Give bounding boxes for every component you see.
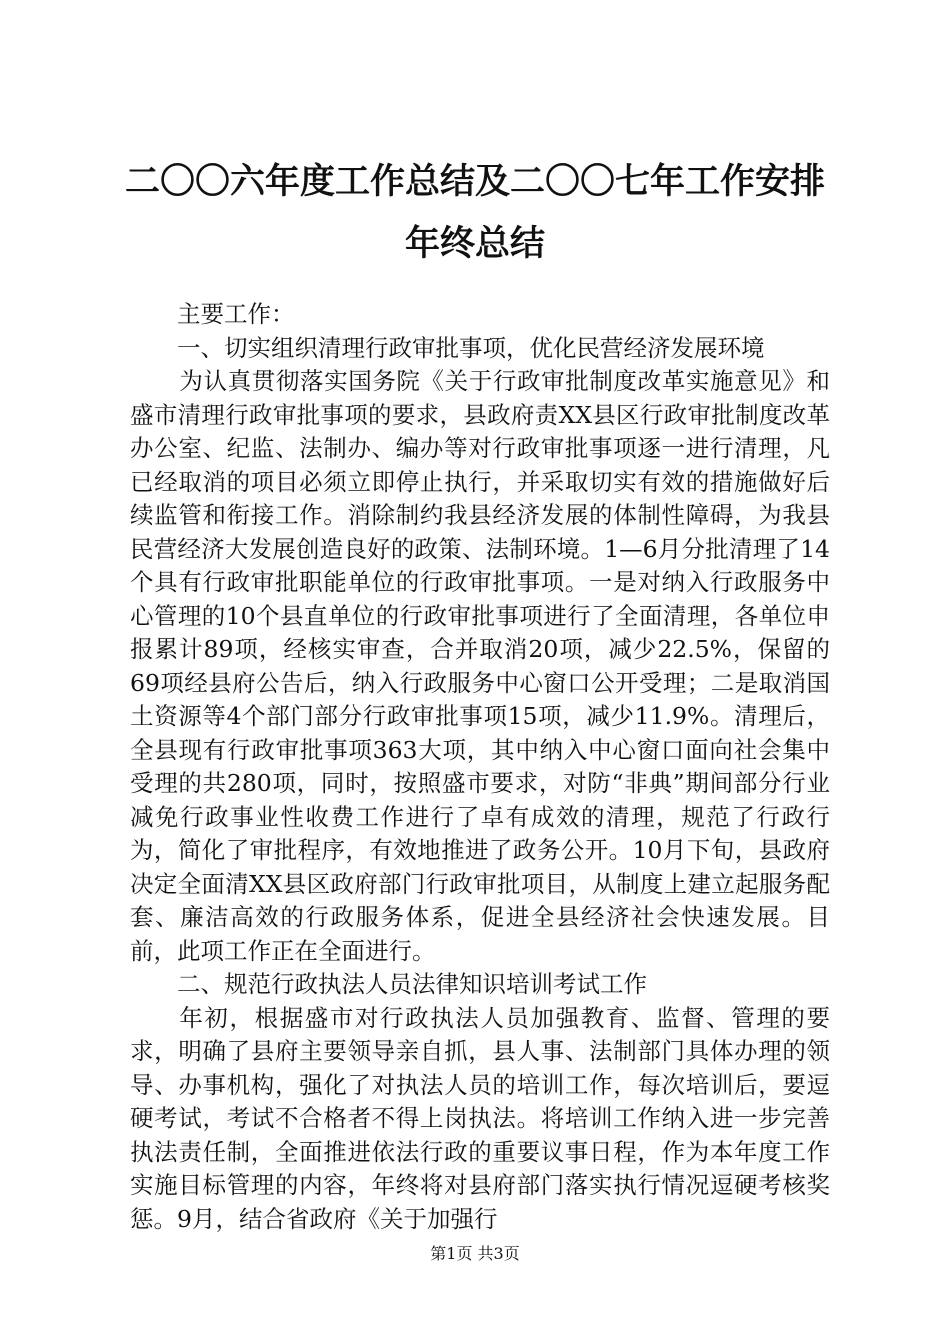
body-paragraph-1: 为认真贯彻落实国务院《关于行政审批制度改革实施意见》和盛市清理行政审批事项的要求，县政府责XX县区行政审批制度改革办公室、纪监、法制办、编办等对行政审批事项逐一进行清理，凡已经取消的项目必须立即停止执行，并采取切实有效的措施做好后续监管和衔接工作。消除制约我县经济发展的体制性障碍，为我县民营经济大发展创造良好的政策、法制环境。1—6月分批清理了14个具有行政审批职能单位的行政审批事项。一是对纳入行政服务中心管理的10个县直单位的行政审批事项进行了全面清理，各单位申报累计89项，经核实审查，合并取消20项，减少22.5%，保留的69项经县府公告后，纳入行政服务中心窗口公开受理；二是取消国土资源等4个部门部分行政审批事项15项，减少11.9%。清理后，全县现有行政审批事项363大项，其中纳入中心窗口面向社会集中受理的共280项，同时，按照盛市要求，对防“非典”期间部分行业减免行政事业性收费工作进行了卓有成效的清理，规范了行政行为，简化了审批程序，有效地推进了政务公开。10月下旬，县政府决定全面清XX县区政府部门行政审批项目，从制度上建立起服务配套、廉洁高效的行政服务体系，促进全县经济社会快速发展。目前，此项工作正在全面进行。 bbox=[130, 367, 830, 965]
page-number-footer: 第1页 共3页 bbox=[430, 1244, 520, 1263]
section-heading-2: 二、规范行政执法人员法律知识培训考试工作 bbox=[177, 970, 647, 998]
document-subtitle: 年终总结 bbox=[404, 223, 545, 264]
section-heading-1: 一、切实组织清理行政审批事项，优化民营经济发展环境 bbox=[177, 333, 765, 362]
document-title: 二〇〇六年度工作总结及二〇〇七年工作安排 bbox=[124, 161, 825, 202]
document-body bbox=[130, 298, 830, 1236]
body-paragraph-2: 年初，根据盛市对行政执法人员加强教育、监督、管理的要求，明确了县府主要领导亲自抓，县人事、法制部门具体办理的领导、办事机构，强化了对执法人员的培训工作，每次培训后，要逗硬考试，考试不合格者不得上岗执法。将培训工作纳入进一步完善执法责任制，全面推进依法行政的重要议事日程，作为本年度工作实施目标管理的内容，年终将对县府部门落实执行情况逗硬考核奖惩。9月，结合省政府《关于加强行 bbox=[130, 1003, 830, 1233]
section-label: 主要工作： bbox=[177, 300, 295, 328]
